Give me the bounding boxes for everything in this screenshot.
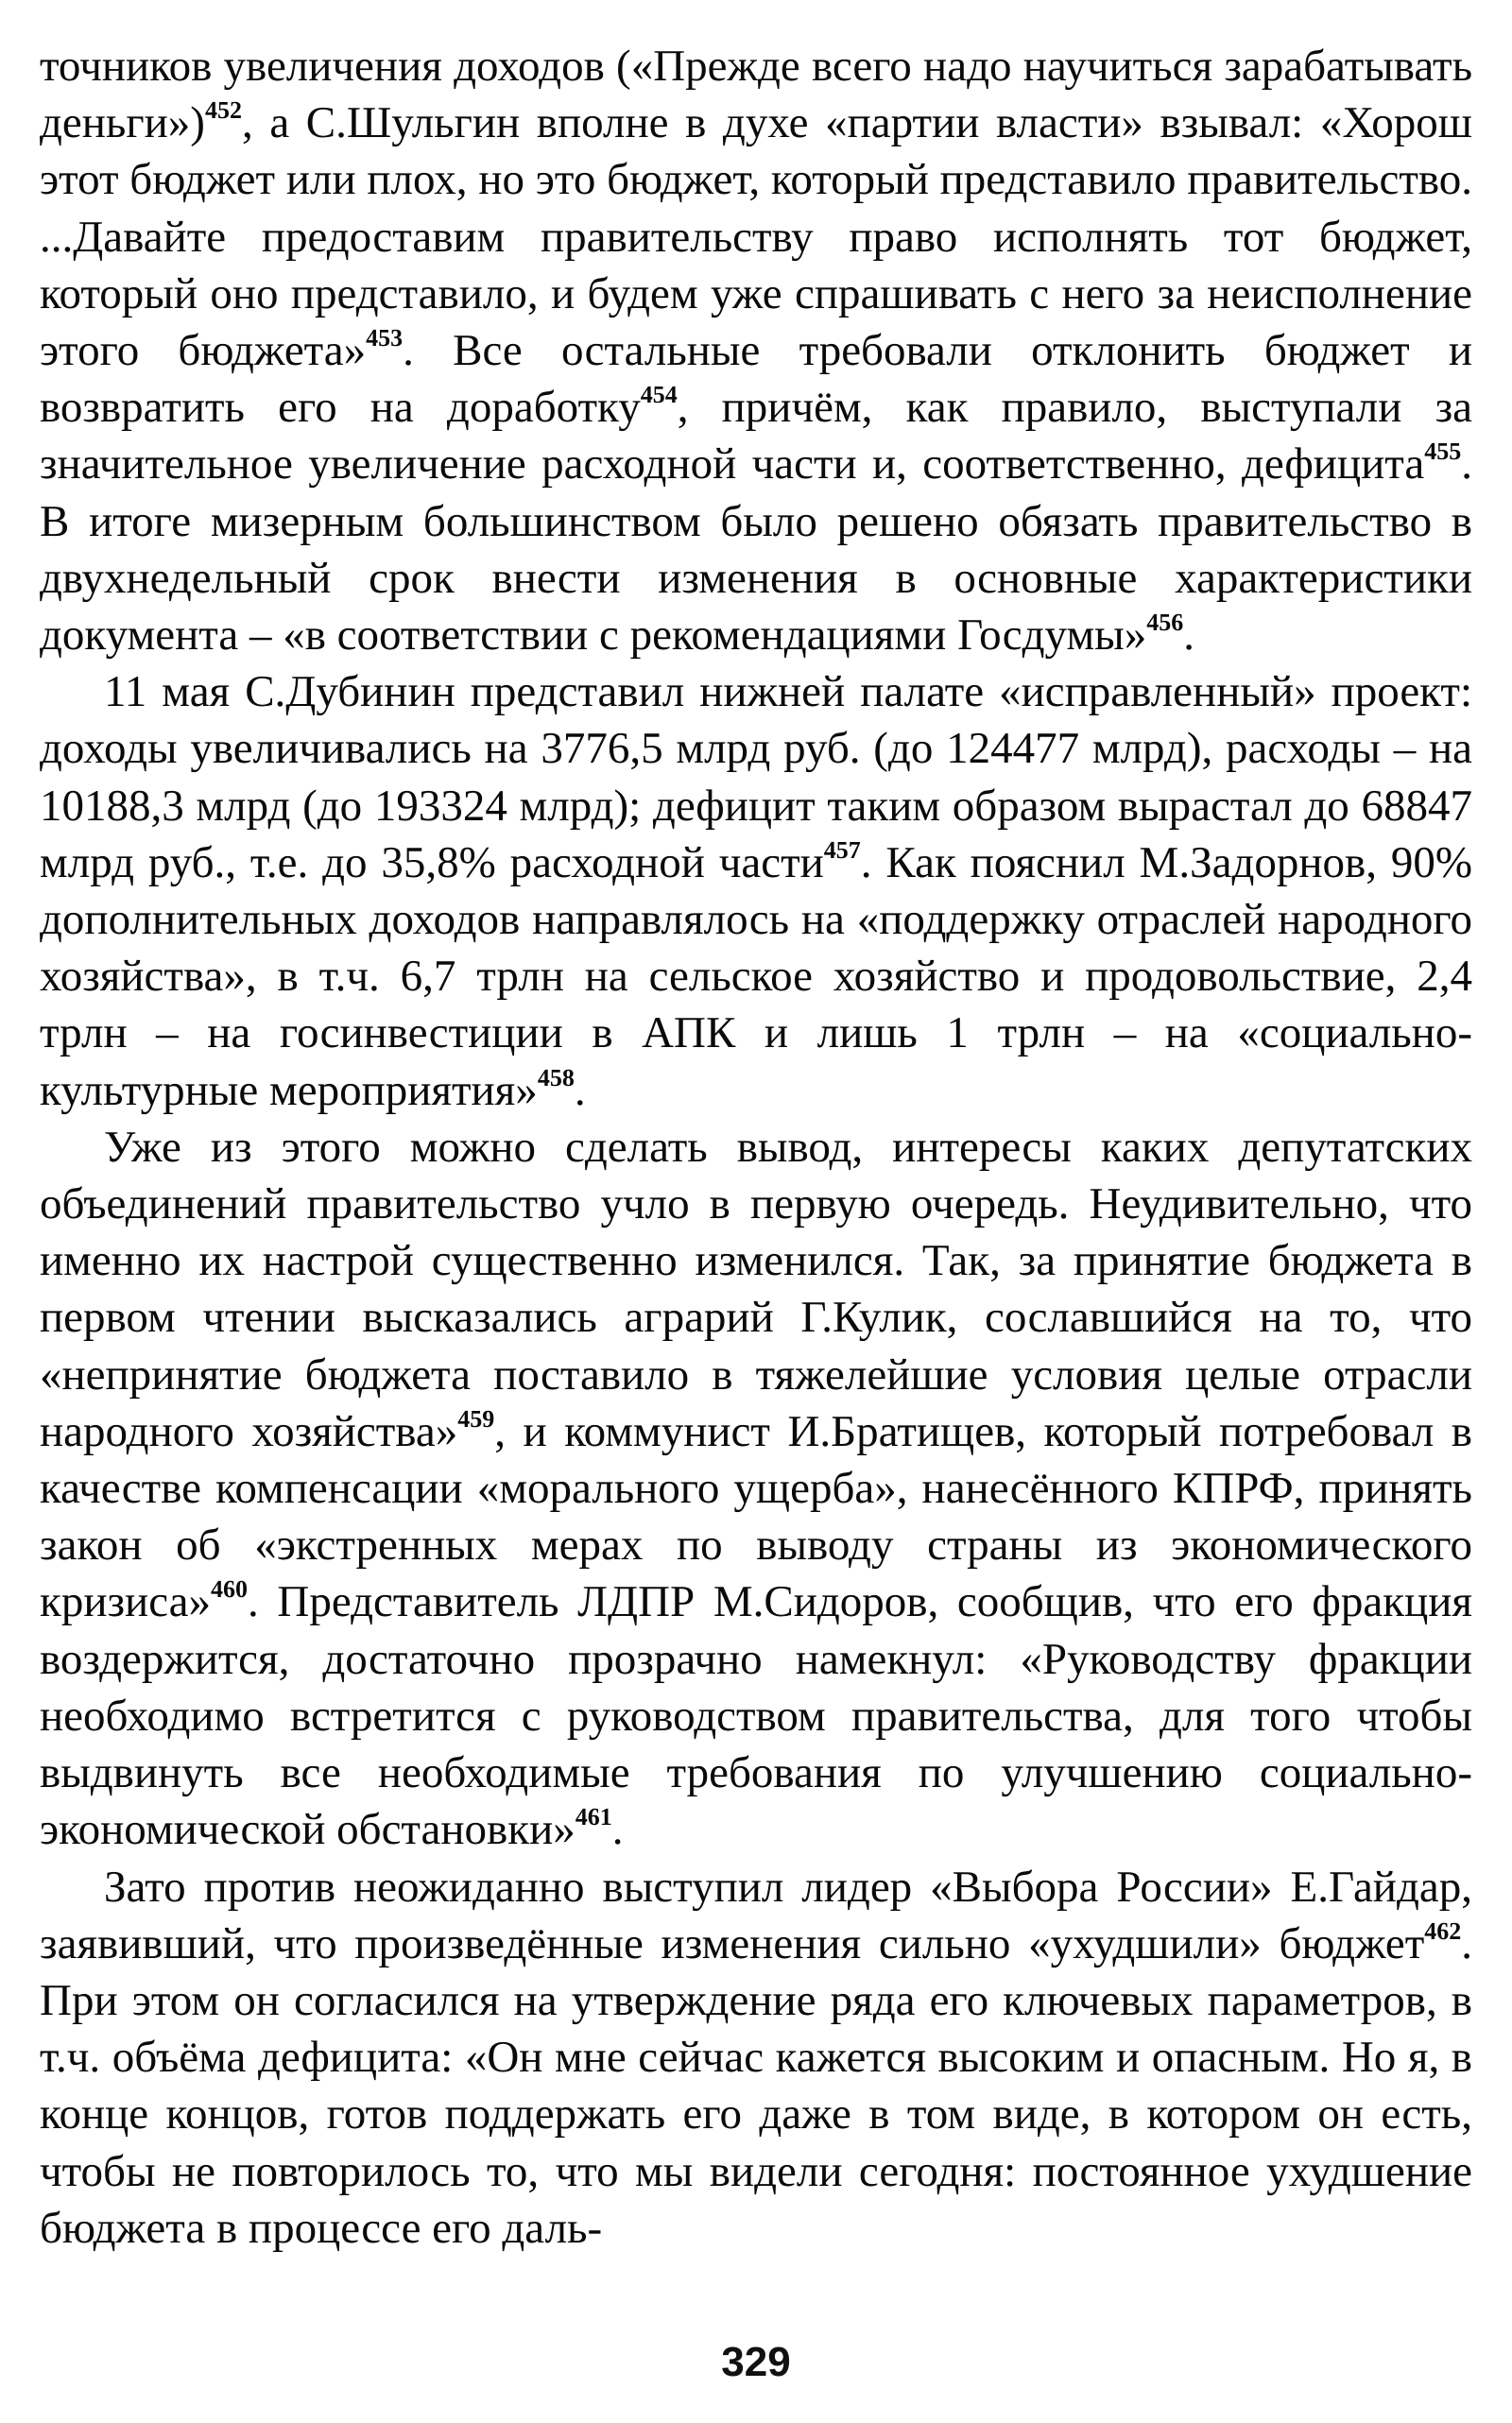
page-body [40, 38, 1472, 2257]
footnote-ref-458: 458 [537, 1063, 575, 1091]
text-run: , а С.Шульгин вполне в духе «партии власти» взывал: «Хорош этот бюджет или плох, но это бюджет, который представило правительство. ...Давайте предоставим правительству право исполнять тот бюджет, который оно представило, и будем уже спрашивать с него за неисполнение этого бюджета» [40, 98, 1472, 376]
text-run: Уже из этого можно сделать вывод, интересы каких депутатских объединений правительство учло в первую очередь. Неудивительно, что именно их настрой существенно изменился. Так, за принятие бюджета в первом чтении высказались аграрий Г.Кулик, сославшийся на то, что «непринятие бюджета поставило в тяжелейшие условия целые отрасли народного хозяйства» [40, 1122, 1472, 1456]
footnote-ref-459: 459 [457, 1404, 495, 1433]
footnote-ref-457: 457 [823, 835, 861, 864]
footnote-ref-456: 456 [1146, 609, 1184, 637]
paragraph-1 [40, 38, 1472, 663]
text-run: . [574, 1065, 586, 1115]
text-run: . Как пояснил М.Задорнов, 90% дополнительных доходов направлялось на «поддержку отраслей народного хозяйства», в т.ч. 6,7 трлн на сельское хозяйство и продовольствие, 2,4 трлн – на госинвестиции в АПК и лишь 1 трлн – на «социально-культурные мероприятия» [40, 837, 1472, 1115]
footnote-ref-455: 455 [1424, 438, 1462, 466]
paragraph-3 [40, 1119, 1472, 1859]
text-run: . Все остальные требовали отклонить бюджет и возвратить его на доработку [40, 326, 1472, 433]
text-run: , причём, как правило, выступали за значительное увеличение расходной части и, соответственно, дефицита [40, 383, 1473, 490]
text-run: . В итоге мизерным большинством было решено обязать правительство в двухнедельный срок внести изменения в основные характеристики документа – «в соответствии с рекомендациями Госдумы» [40, 439, 1472, 661]
page-number: 329 [721, 2339, 791, 2385]
footnote-ref-452: 452 [204, 96, 242, 125]
text-run: . Представитель ЛДПР М.Сидоров, сообщив, что его фракция воздержится, достаточно прозрачно намекнул: «Руководству фракции необходимо встретится с руководством правительства, для того чтобы выдвинуть все необходимые требования по улучшению социально-экономической обстановки» [40, 1577, 1472, 1855]
text-run: точников увеличения доходов («Прежде всего надо научиться зарабатывать деньги») [40, 42, 1472, 148]
text-run: 11 мая С.Дубинин представил нижней палате «исправленный» проект: доходы увеличивались на 3776,5 млрд руб. (до 124477 млрд), расходы – на 10188,3 млрд (до 193324 млрд); дефицит таким образом вырастал до 68847 млрд руб., т.е. до 35,8% расходной части [40, 667, 1472, 887]
footnote-ref-462: 462 [1424, 1916, 1462, 1945]
footnote-ref-460: 460 [211, 1575, 249, 1604]
paragraph-4 [40, 1859, 1472, 2257]
text-run: . При этом он согласился на утверждение ряда его ключевых параметров, в т.ч. объёма дефицита: «Он мне сейчас кажется высоким и опасным. Но я, в конце концов, готов поддержать его даже в том виде, в котором он есть, чтобы не повторилось то, что мы видели сегодня: постоянное ухудшение бюджета в процессе его даль- [40, 1918, 1472, 2253]
text-run: . [1183, 610, 1195, 661]
text-run: , и коммунист И.Братищев, который потребовал в качестве компенсации «морального ущерба», нанесённого КПРФ, принять закон об «экстренных мерах по выводу страны из экономического кризиса» [40, 1406, 1472, 1627]
footnote-ref-454: 454 [640, 381, 678, 409]
text-run: . [611, 1805, 624, 1855]
footnote-ref-461: 461 [575, 1803, 612, 1831]
paragraph-2 [40, 663, 1472, 1119]
text-run: Зато против неожиданно выступил лидер «Выбора России» Е.Гайдар, заявивший, что произведённые изменения сильно «ухудшили» бюджет [40, 1862, 1472, 1968]
footnote-ref-453: 453 [366, 324, 404, 352]
